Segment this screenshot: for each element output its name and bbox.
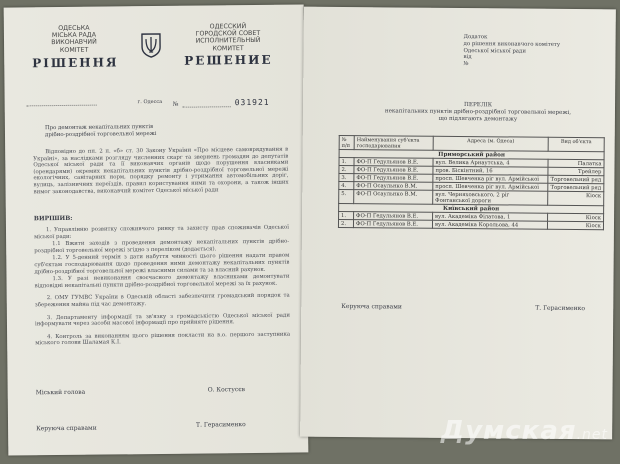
appendix-manager-role: Керуюча справами	[341, 302, 402, 311]
decision-item: 1.3. У разі невиконання своєчасного демонтажу власниками демонтувати відповідні некапітальні пункти дрібно-роздрібної торговельної мережі за їх рахунок.	[34, 273, 290, 290]
row-owner: ФО-П Осаульнко В.М.	[354, 190, 433, 205]
row-number: 1.	[339, 157, 354, 165]
ua-title: РІШЕННЯ	[32, 55, 119, 71]
row-number: 2.	[338, 219, 353, 227]
watermark-suffix: .net	[576, 427, 608, 443]
mayor-name: О. Костусєв	[207, 386, 246, 394]
decision-item: 4. Контроль за виконанням цього рішення покласти на в.о. першого заступника міського голови Шаламая К.І.	[35, 331, 291, 347]
trident-emblem-icon	[140, 32, 162, 58]
list-title-line: некапітальних пунктів дрібно-роздрібної торговельної мережі,	[384, 108, 572, 117]
decision-items	[34, 225, 290, 348]
row-address: пров. Біскінтний, 16	[433, 166, 548, 175]
appendix-sheet	[300, 7, 616, 440]
ua-head-line: КОМІТЕТ	[59, 46, 89, 54]
kiosk-list-table	[338, 135, 605, 230]
row-number: 1.	[339, 211, 354, 219]
decision-sheet	[4, 4, 309, 455]
decision-preamble: Відповідно до пп. 2 п. «б» ст. 30 Закону України «Про місцеве самоврядування в Україні», за наслідками розгляду численних скарг та звернень громадян до депутатів Одеської міської ради та її виконавчих органів щодо порушення власниками (орендарями) окремих некапітальних пунктів дрібно-роздрібної торговельної мережі екологічних, санітарних норм, порядку ремонту і утримання автомобільних доріг, вулиць, залізничних переїздів, правил користування ними та охорони, а також інших вимог законодавства, виконавчий комітет Одеської міської ради	[33, 146, 289, 195]
row-owner: ФО-П Гедульянов В.Е.	[353, 220, 432, 229]
appendix-line: Одеської міської ради	[463, 47, 526, 55]
row-address: вул. Черняховського, 2 ріг Фонтанської дороги	[433, 190, 548, 205]
number-line	[183, 106, 231, 108]
ua-head-line: МІСЬКА РАДА	[51, 31, 97, 40]
row-type: Кіоск	[548, 191, 604, 205]
watermark-main: Думская	[440, 416, 577, 446]
ua-head-line: ВИКОНАВЧИЙ	[51, 39, 97, 47]
decision-item: 1. Управлінню розвитку споживчого ринку та захисту прав споживачів Одеської міської ради:	[34, 224, 290, 240]
row-address: вул. Академіка Філатова, 1	[433, 212, 548, 221]
ru-header	[180, 23, 276, 53]
row-address: просп. Шевченка ріг вул. Армійської	[433, 174, 548, 183]
row-number: 3.	[339, 173, 354, 181]
ru-head-line: КОМИТЕТ	[212, 44, 244, 53]
row-address: вул. Велика Арнаутська, 4	[433, 158, 548, 167]
row-address: вул. Академіка Корольова, 44	[432, 220, 547, 229]
ua-header	[34, 24, 114, 54]
city-label: г. Одесса	[137, 98, 163, 106]
row-address: просп. Шевченка ріг вул. Армійської	[433, 182, 548, 191]
decision-item: 1.2. У 5-денний термін з дати набуття чинності цього рішення надати правом суб'єктам господарювання щодо проведення ними демонтажу некапітальних пунктів дрібно-роздрібної торговельної мережі власними силами та за власний рахунок.	[34, 252, 290, 275]
row-type: Трейлер	[548, 167, 604, 175]
appendix-header	[463, 34, 603, 69]
number-prefix: №	[172, 100, 179, 108]
row-type: Палатка	[548, 159, 604, 167]
row-type: Кіоск	[547, 221, 603, 229]
row-owner: ФО-П Гедульянов В.Е.	[354, 166, 433, 175]
appendix-line: Додаток	[463, 34, 488, 41]
row-owner: ФО-П Гедульянов В.Е.	[354, 174, 433, 183]
row-number: 5.	[339, 189, 354, 203]
manager-role: Керуюча справами	[36, 424, 97, 433]
decision-item: 2. ОМУ ГУМВС України в Одеській області забезпечити громадський порядок та збереження майна під час демонтажу.	[34, 292, 290, 309]
column-header: № п/п	[339, 135, 354, 149]
list-title-line: що підлягають демонтажу	[438, 116, 518, 123]
row-number: 4.	[339, 181, 354, 189]
ru-head-line: ОДЕССКИЙ	[209, 23, 247, 31]
appendix-line: від	[463, 54, 472, 61]
ru-title: РЕШЕНИЕ	[184, 52, 273, 68]
decision-item: 1.1 Вжити заходів з проведення демонтажу некапітальних пунктів дрібно-роздрібної торговельної мережі згідно з переліком (додається).	[34, 238, 290, 255]
document-number: 031921	[234, 97, 270, 108]
row-owner: ФО-П Гедульянов В.Е.	[354, 158, 433, 167]
date-line	[27, 105, 97, 107]
site-watermark	[441, 416, 608, 446]
ru-head-line: ИСПОЛНИТЕЛЬНЫЙ	[195, 37, 261, 45]
mayor-role: Міський голова	[35, 388, 86, 397]
district-name: Приморський район	[339, 149, 604, 159]
column-header: Адреса (м. Одеса)	[433, 136, 548, 151]
subject-line: Про демонтаж некапітальних пунктів	[44, 124, 154, 132]
row-type: Кіоск	[548, 213, 604, 221]
list-title-line: ПЕРЕЛІК	[463, 102, 493, 109]
manager-name: Т. Герасименко	[196, 421, 246, 429]
subject-line: дрібно-роздрібної торговельної мережі	[44, 131, 157, 139]
appendix-manager-name: Т. Герасименко	[535, 304, 585, 313]
table-row	[338, 219, 603, 229]
row-owner: ФО-П Гедульянов В.Е.	[354, 212, 433, 221]
row-owner: ФО-П Осаульнко В.М.	[354, 182, 433, 191]
ru-head-line: ГОРОДСКОЙ СОВЕТ	[195, 30, 261, 38]
decided-heading: ВИРІШИВ:	[33, 214, 73, 223]
decision-item: 3. Департаменту інформації та зв'язку з громадськістю Одеської міської ради інформувати через засоби масової інформації про прийняте рішення.	[34, 312, 290, 328]
column-header: Вид об'єкта	[548, 137, 604, 151]
column-header: Найменування суб'єкта господарювання	[354, 136, 433, 151]
row-type: Торговельний ряд	[548, 175, 604, 183]
decision-subject	[45, 123, 245, 139]
ua-head-line: ОДЕСЬКА	[58, 24, 90, 33]
row-number: 2.	[339, 165, 354, 173]
row-type: Торговельний ряд	[548, 183, 604, 191]
list-title	[363, 101, 593, 125]
appendix-line: до рішення виконавчого комітету	[463, 40, 561, 48]
district-name: Київський район	[339, 203, 604, 213]
appendix-line: №	[463, 61, 469, 68]
